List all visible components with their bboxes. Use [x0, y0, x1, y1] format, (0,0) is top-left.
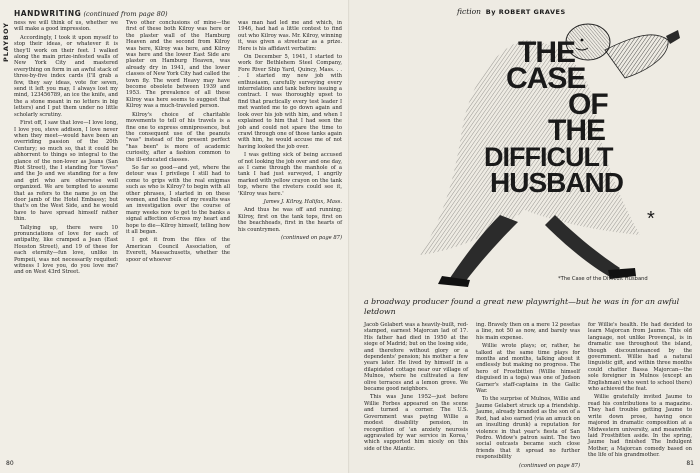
- title-asterisk: *: [647, 208, 655, 230]
- paragraph: First off, I saw that love—I love long, I love you, steve addison, I love never when they meet—would have been an overriding passion of the 20th Century; so much so, that it could be abhorrent to things so integral to the glance of the non-lover as Jeans (San Riot Street), the I standing for "loves" and the Jo and we standing for a few and girl who are otherwise well organized. We are tempted to assume that as refers to the name jo on the door jamb of the Hotel Embassy; but that's on the West Side, and he would have to have spread himself rather thin.: [14, 120, 118, 223]
- paragraph: So far so good—and yet, where the detour was I privilege I still had to come to grips with the real enigmas such as who is Kilroy? to begin with all other phrases, I started in on these women, and the bulk of my results was an investigation over the course of many weeks now to get to the banks a signal affection of-cross my heart and hope to die—Kilroy himself, telling how it all began.: [126, 164, 230, 235]
- left-column-1: [14, 20, 118, 278]
- paragraph: Willie wrote plays; or, rather, he talked at the same time plays for months and months, talking about it endlessly but making no progress. The hero of Frostbitten (Willie himself disguised in a toga) was one of Judson Garner's staff-captains in the Gallic War.: [476, 343, 580, 395]
- story-deck: a broadway producer found a great new playwright—but he was in for an awful letdown: [364, 297, 680, 316]
- title-line: THE: [518, 36, 575, 69]
- right-column-3: [588, 322, 692, 461]
- section-label: fiction: [457, 7, 481, 16]
- paragraph: for Willie's health. He had decided to learn Majorcan from Jaume. This old language, not unlike Provençal, is in dramatic use throughout the island, though discountenanced by the government. Willie had a natural linguistic gift, and within three months could chatter Bassa Majorcan—the sole foreigner in Mulnos (except an Englishman) who went to school there) who achieved the feat.: [588, 322, 692, 393]
- title-line: DIFFICULT: [484, 142, 613, 172]
- right-column-1: [364, 322, 468, 454]
- paragraph: Jacob Gelabert was a heavily-built, red-stamped, earnest Majorcan lad of 17. His father had died in 1950 at the siege of Madrid; but on the losing side, and therefore without glory or a dependents' pension; his mother a few years later. He lived by himself in a dilapidated cottage near our village of Mulnos, where he cultivated a few olive terraces and a lemon grove. We became good neighbors.: [364, 322, 468, 393]
- paragraph: Kilroy's choice of charitable movements to tell of his travels is a fine one to express omnipresence, but the consequent use of the peanuts "was" instead of the present perfect "has been" is more of academic curiosity, after a fashion common to the ill-educated classes.: [126, 111, 230, 163]
- paragraph: On December 5, 1941, I started to work for Bethlehem Steel Company, Fore River Ship Yard, Quincy, Mass. . . . I started my new job with enthusiasm, carefully surveying every interrelation and tank before issuing a contract. I was thoroughly upset to find that practically every test leader I met wanted me to go down again and look over his job with him, and when I explained to him that I had seen the job and could not spare the time to crawl through one of those tanks again with him, he would accuse me of not having looked the job over.: [238, 54, 342, 150]
- paragraph: This was June 1952—just before Willie Forbes appeared on the scene and turned a corner. The U.S. Government was paying Willie a modest disability pension, in recognition of 'an anxiety neurosis aggravated by war service in Korea,' which supported him nicely on this side of the Atlantic.: [364, 394, 468, 452]
- title-line: HUSBAND: [490, 167, 623, 198]
- paragraph: Willie gratefully invited Jaume to read his contributions to a magazine. They had trouble getting Jaume to write down prose, having once majored in dramatic composition at a Midwestern university, and meanwhile laid Frostbitten aside. In the spring, Jaume had finished The Indulgent Mother, a Majorcan comedy based on the life of his grandmother.: [588, 394, 692, 459]
- paragraph: Accordingly, I took it upon myself to stop their ideas, or whatever it is they'll work on their feet. I walked along the main prize-infested walls of New York City and mastered everything on form in an awful stack of three-by-five index cards (I'll grab a few, they say ideas, vote for seven, send it left you may, I always lost my mind, 123456789, an ice the knife, and the a stone meant in no letters in big letters) and I put them under no little scholarly scrutiny.: [14, 34, 118, 118]
- paragraph: was man had led me and which, in 1946, had had a little contest to find out who Kilroy was. Mr. Kilroy, winning it, was given a streetcar as a prize. Here is his affidavit verbatim:: [238, 20, 342, 52]
- paragraph: I was getting sick of being accused of not looking the job over and one day, as I came through the manhole of a tank I had just surveyed, I angrily marked with yellow crayon on the tank top, where the riveters could see it, 'Kilroy was here.': [238, 152, 342, 197]
- running-head-title: HANDWRITING: [14, 9, 82, 18]
- running-head-continued: (continued from page 80): [83, 10, 168, 18]
- side-label: PLAYBOY: [2, 22, 10, 62]
- continued-note: (continued on page 87): [518, 462, 580, 469]
- paragraph: To the surprise of Mulnos, Willie and Jaume Gelabert struck up a friendship. Jaume, already branded as the son of a Red, had also earned (via an amuck on an insulting drunk) a reputation for violence in that year's fiesta of San Pedro. Widow's patron saint. The two social outcasts became such close friends that it spread no further responsibility: [476, 396, 580, 461]
- paragraph: ness we will think of us, whether we will make a good impression.: [14, 20, 118, 33]
- right-page: [350, 0, 700, 473]
- title-line: CASE: [506, 62, 586, 95]
- title-line: THE: [548, 114, 605, 147]
- right-column-2: [476, 322, 580, 471]
- paragraph: And thus he was off and running; Kilroy, first on the tank tops, first on the beachheads, first in the hearts of his countrymen.: [238, 207, 342, 233]
- signature-line: James J. Kilroy, Halifax, Mass.: [263, 198, 342, 205]
- paragraph: ing. Bravely then on a mere 12 pesetas a line, not 50 as now, and barely was his main expense.: [476, 322, 580, 341]
- paragraph: Two other conclusions of mine—the first of these both Kilroy was here or the plaster wall of the Hamburg Heaven and the second from Kilroy was here, Kilroy was here, and Kilroy was here and the lower East Side are plaster on Hamburg Heaven, was already dry in 1941, and the lower classes of New York City had called the town fly. The word Heavy may have become obsolete between 1939 and 1953. The prevalence of all these Kilroy was here seems to suggest that Kilroy was a much-traveled person.: [126, 20, 230, 110]
- paragraph: Tallying up, there were 10 pronunciations of love for each of antipathy, like cramped a Jean (East Houston Street), and 19 of these for each eternity—fun love, unlike in Pompeii, was not necessarily requited: witness I love you, do you love me? and on West 43rd Street.: [14, 224, 118, 276]
- left-column-3: [238, 20, 342, 243]
- story-title: [478, 36, 653, 198]
- illustration-caption: *The Case of the Difficult Husband: [558, 276, 648, 282]
- left-column-2: [126, 20, 230, 265]
- byline: By ROBERT GRAVES: [485, 8, 566, 16]
- page-number-right: 81: [686, 460, 694, 467]
- continued-note: (continued on page 87): [280, 235, 342, 241]
- title-line: OF: [568, 88, 608, 121]
- running-head: [14, 9, 168, 18]
- paragraph: I got it from the files of the American Council Association, of Everett, Massachusetts, whether the spoor of whoever: [126, 237, 230, 263]
- page-number-left: 80: [6, 460, 14, 467]
